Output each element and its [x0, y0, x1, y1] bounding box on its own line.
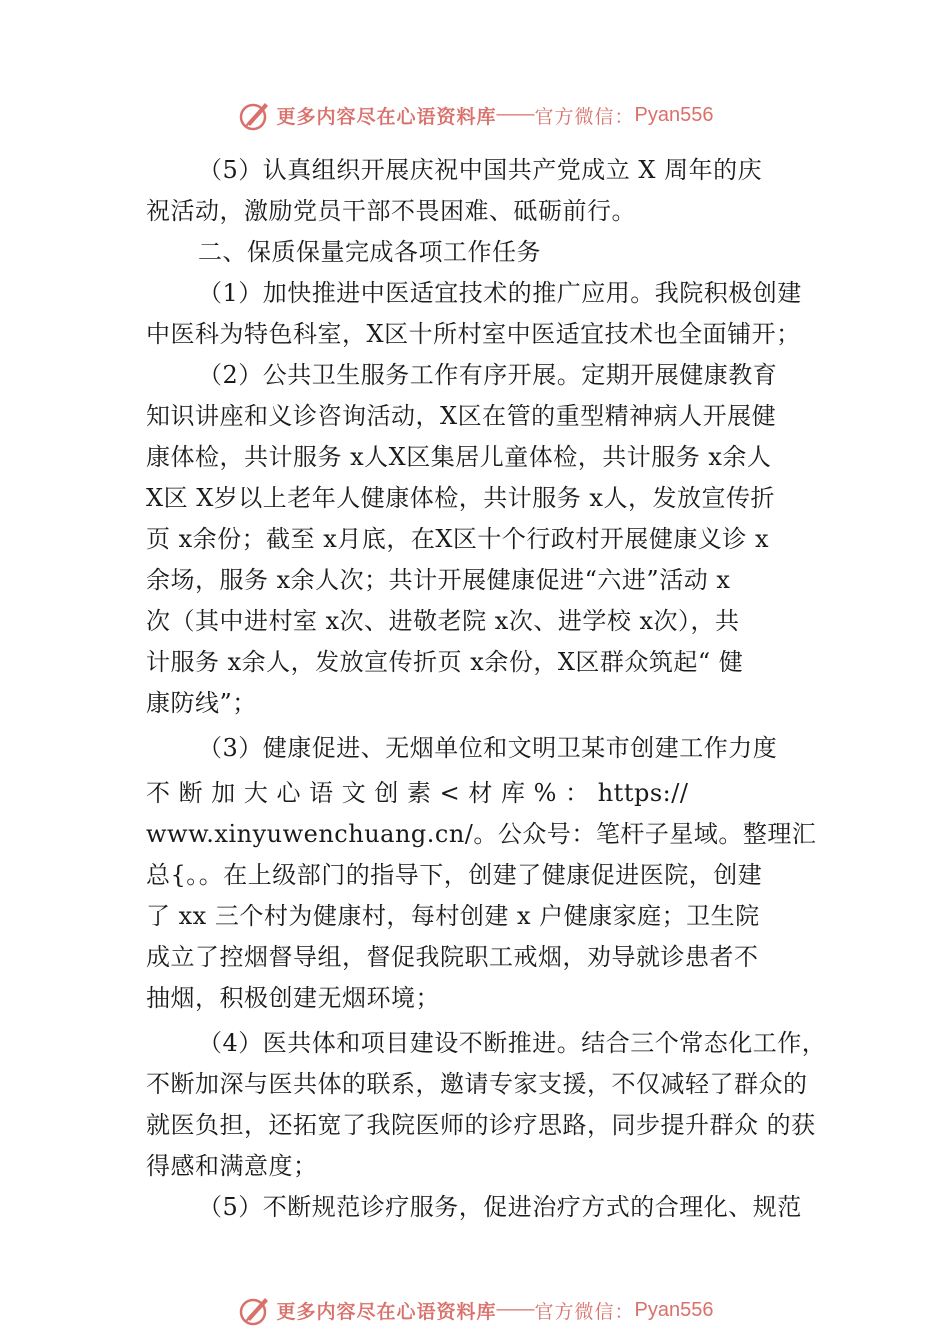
paragraph-line: X区 X岁以上老年人健康体检，共计服务 x人，发放宣传折 [146, 484, 775, 512]
paragraph-line: （5）认真组织开展庆祝中国共产党成立 X 周年的庆 [198, 156, 763, 184]
paragraph-line: 康防线”； [146, 689, 257, 717]
paragraph-line: 次（其中进村室 x次、进敬老院 x次、进学校 x次），共 [146, 607, 740, 635]
quill-logo-icon [237, 97, 273, 133]
paragraph-line: （3）健康促进、无烟单位和文明卫某市创建工作力度 [198, 734, 778, 762]
section-heading: 二、保质保量完成各项工作任务 [198, 238, 541, 266]
paragraph-line: 康体检，共计服务 x人X区集居儿童体检，共计服务 x余人 [146, 443, 772, 471]
watermark-header [0, 95, 950, 135]
paragraph-line: 抽烟，积极创建无烟环境； [146, 984, 440, 1012]
paragraph-line: 中医科为特色科室，X区十所村室中医适宜技术也全面铺开； [146, 320, 801, 348]
watermark-prefix: 更多内容尽在心语资料库 [276, 105, 497, 128]
quill-logo-icon [237, 1292, 273, 1328]
paragraph-line: 余场，服务 x余人次；共计开展健康促进“六进”活动 x [146, 566, 731, 594]
paragraph-line: （1）加快推进中医适宜技术的推广应用。我院积极创建 [198, 279, 802, 307]
paragraph-line: 计服务 x余人，发放宣传折页 x余份，X区群众筑起“ 健 [146, 648, 744, 676]
paragraph-line: 了 xx 三个村为健康村，每村创建 x 户健康家庭；卫生院 [146, 902, 760, 930]
paragraph-line: 页 x余份；截至 x月底，在X区十个行政村开展健康义诊 x [146, 525, 770, 553]
paragraph-line: （4）医共体和项目建设不断推进。结合三个常态化工作， [198, 1029, 827, 1057]
watermark-handle: Pyan556 [634, 103, 714, 126]
paragraph-line: （5）不断规范诊疗服务，促进治疗方式的合理化、规范 [198, 1193, 802, 1221]
watermark-official: 官方微信： [534, 105, 635, 128]
watermark-handle: Pyan556 [634, 1298, 714, 1321]
paragraph-line: 不 断 加 大 心 语 文 创 素 < 材 库 % ： https:// [146, 779, 689, 807]
paragraph-line: 总{。。在上级部门的指导下，创建了健康促进医院，创建 [146, 861, 763, 889]
paragraph-line: 祝活动，激励党员干部不畏困难、砥砺前行。 [146, 197, 636, 225]
paragraph-line: www.xinyuwenchuang.cn/。公众号：笔杆子星域。整理汇 [146, 820, 817, 848]
watermark-dash: —— [496, 1299, 535, 1320]
paragraph-line: 成立了控烟督导组，督促我院职工戒烟，劝导就诊患者不 [146, 943, 759, 971]
watermark-dash: —— [496, 104, 535, 125]
paragraph-line: 不断加深与医共体的联系，邀请专家支援，不仅减轻了群众的 [146, 1070, 808, 1098]
document-body [146, 150, 834, 1228]
watermark-prefix: 更多内容尽在心语资料库 [276, 1300, 497, 1323]
watermark-official: 官方微信： [534, 1300, 635, 1323]
paragraph-line: 就医负担，还拓宽了我院医师的诊疗思路，同步提升群众 的获 [146, 1111, 816, 1139]
paragraph-line: 得感和满意度； [146, 1152, 318, 1180]
paragraph-line: 知识讲座和义诊咨询活动，X区在管的重型精神病人开展健 [146, 402, 777, 430]
watermark-footer [0, 1290, 950, 1330]
paragraph-line: （2）公共卫生服务工作有序开展。定期开展健康教育 [198, 361, 778, 389]
